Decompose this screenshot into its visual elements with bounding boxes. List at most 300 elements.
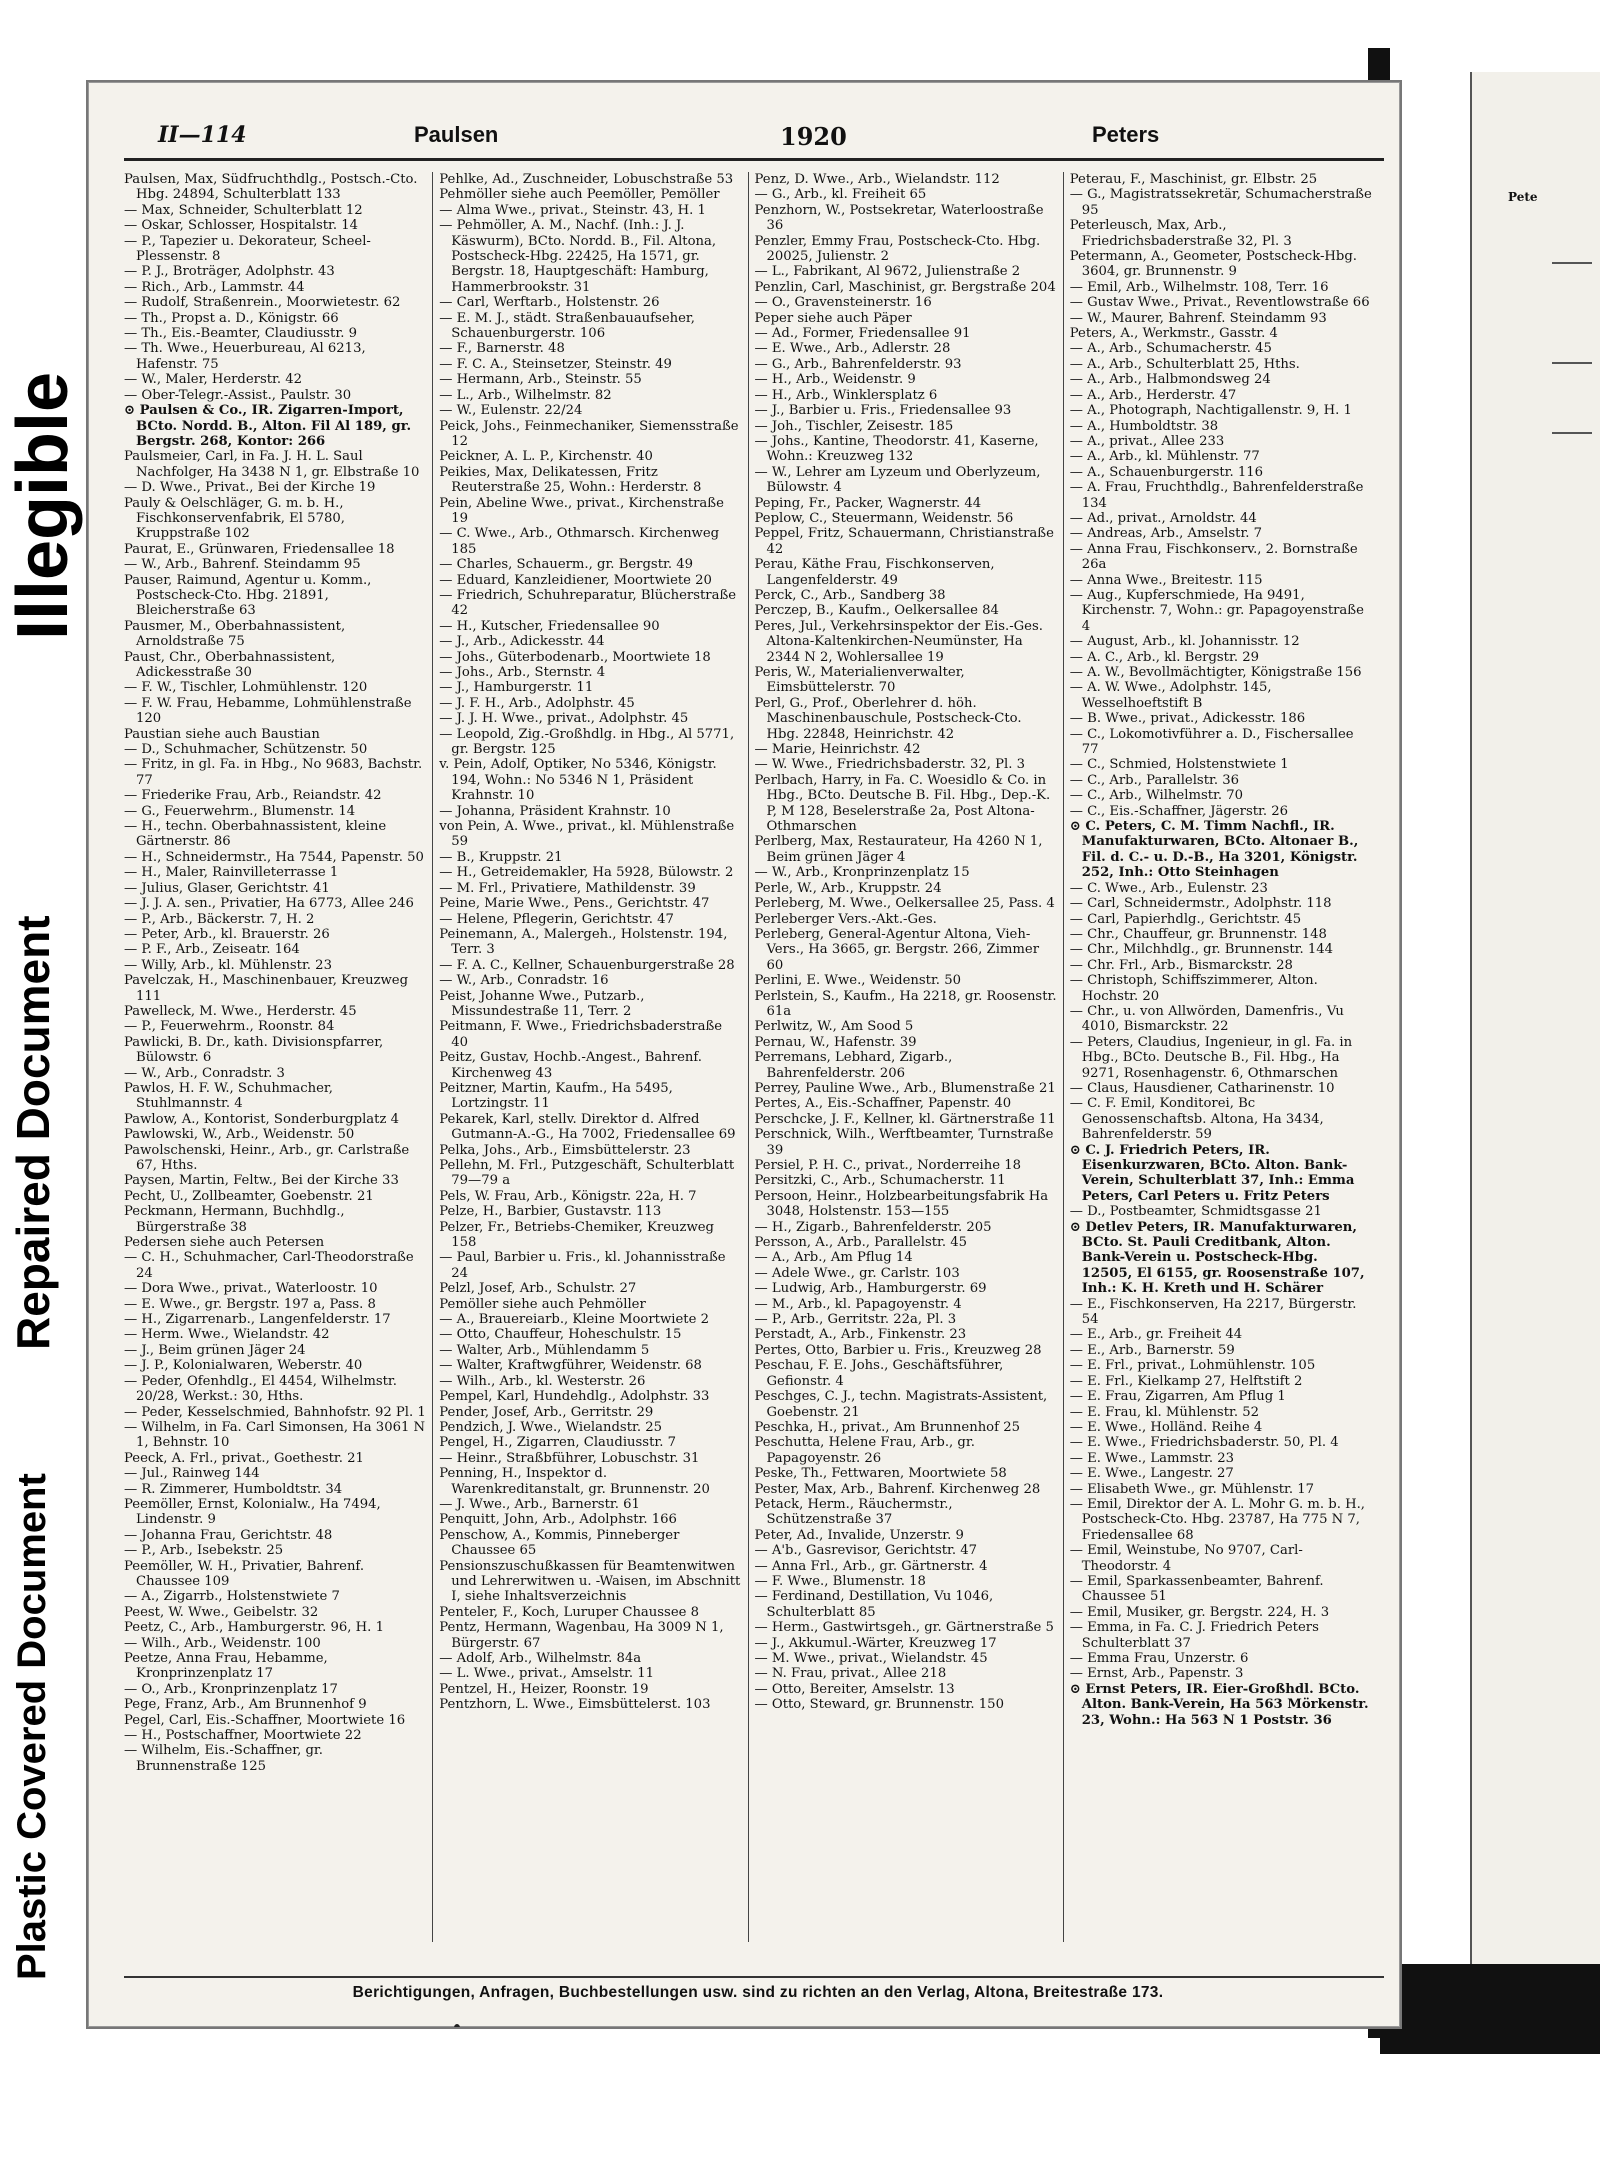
directory-entry: Peschau, F. E. Johs., Geschäftsführer, Gefionstr. 4 xyxy=(754,1358,1004,1389)
directory-entry: Peemöller, W. H., Privatier, Bahrenf. Chaussee 109 xyxy=(124,1558,365,1589)
directory-entry: — A., Arb., Am Pflug 14 xyxy=(754,1250,913,1266)
directory-entry: Pentz, Hermann, Wagenbau, Ha 3009 N 1, Bürgerstr. 67 xyxy=(439,1620,724,1651)
directory-entry: Perl, G., Prof., Oberlehrer d. höh. Maschinenbauschule, Postscheck-Cto. Hbg. 22848, Heinrichstr. 42 xyxy=(754,695,1022,742)
directory-entry: — G., Arb., Bahrenfelderstr. 93 xyxy=(754,356,962,372)
directory-entry: v. Pein, Adolf, Optiker, No 5346, Königstr. 194, Wohn.: No 5346 N 1, Präsident Krahnstr. 10 xyxy=(439,757,717,804)
directory-entry: Perrey, Pauline Wwe., Arb., Blumenstraße 21 xyxy=(754,1080,1056,1096)
directory-entry: — J. Wwe., Arb., Barnerstr. 61 xyxy=(439,1496,640,1512)
directory-entry: — Th., Eis.-Beamter, Claudiusstr. 9 xyxy=(124,326,357,342)
directory-entry: — August, Arb., kl. Johannisstr. 12 xyxy=(1069,634,1300,650)
directory-entry: — P., Tapezier u. Dekorateur, Scheel-Plessenstr. 8 xyxy=(124,233,371,265)
directory-entry: — E. Wwe., Lammstr. 23 xyxy=(1069,1450,1235,1466)
directory-entry: — F. W., Tischler, Lohmühlenstr. 120 xyxy=(124,680,368,696)
scanner-corner-shadow xyxy=(1380,1964,1600,2054)
directory-entry: — P., Arb., Bäckerstr. 7, H. 2 xyxy=(124,911,315,927)
directory-entry: — O., Arb., Kronprinzenplatz 17 xyxy=(124,1681,338,1697)
directory-entry: Peres, Jul., Verkehrsinspektor der Eis.-Ges. Altona-Kaltenkirchen-Neumünster, Ha 2344 N 2, Wohlersallee 19 xyxy=(754,618,1043,665)
directory-entry: — A., Schauenburgerstr. 116 xyxy=(1069,464,1264,480)
directory-entry: — Rich., Arb., Lammstr. 44 xyxy=(124,279,305,295)
directory-entry: — Otto, Bereiter, Amselstr. 13 xyxy=(754,1681,955,1697)
directory-entry: Petack, Herm., Räuchermstr., Schützenstraße 37 xyxy=(754,1496,953,1528)
directory-entry: Pehmöller siehe auch Peemöller, Pemöller xyxy=(439,187,720,203)
directory-entry: — Anna Frl., Arb., gr. Gärtnerstr. 4 xyxy=(754,1558,988,1574)
directory-entry: — Fritz, in gl. Fa. in Hbg., No 9683, Bachstr. 77 xyxy=(124,757,423,788)
directory-entry: — L., Arb., Wilhelmstr. 82 xyxy=(439,387,612,403)
directory-entry: — Johs., Kantine, Theodorstr. 41, Kaserne, Wohn.: Kreuzweg 132 xyxy=(754,433,1039,465)
directory-entry: Pedersen siehe auch Petersen xyxy=(124,1235,325,1251)
next-page-line xyxy=(1552,262,1592,264)
directory-entry: Perstadt, A., Arb., Finkenstr. 23 xyxy=(754,1327,967,1343)
directory-entry: — A., Brauereiarb., Kleine Moortwiete 2 xyxy=(439,1312,709,1328)
directory-entry: Pernau, W., Hafenstr. 39 xyxy=(754,1034,917,1050)
directory-entry: Pauser, Raimund, Agentur u. Komm., Postscheck-Cto. Hbg. 21891, Bleicherstraße 63 xyxy=(124,572,372,619)
directory-entry: — Christoph, Schiffszimmerer, Alton. Hochstr. 20 xyxy=(1069,973,1318,1004)
directory-entry: Pawlowski, W., Arb., Weidenstr. 50 xyxy=(124,1127,355,1143)
directory-entry: — H., Kutscher, Friedensallee 90 xyxy=(439,618,660,634)
directory-entry: Peickner, A. L. P., Kirchenstr. 40 xyxy=(439,449,653,465)
directory-entry: — J., Barbier u. Fris., Friedensallee 93 xyxy=(754,403,1012,419)
directory-entry: — Emil, Sparkassenbeamter, Bahrenf. Chaussee 51 xyxy=(1069,1573,1324,1605)
directory-columns xyxy=(118,172,1378,1942)
directory-entry: Peter, Ad., Invalide, Unzerstr. 9 xyxy=(754,1527,964,1543)
directory-entry: — G., Feuerwehrm., Blumenstr. 14 xyxy=(124,803,356,819)
directory-entry: — L. Wwe., privat., Amselstr. 11 xyxy=(439,1666,655,1682)
directory-entry: Pecht, U., Zollbeamter, Goebenstr. 21 xyxy=(124,1188,374,1204)
directory-entry: Peschka, H., privat., Am Brunnenhof 25 xyxy=(754,1419,1020,1435)
directory-entry: Peterleusch, Max, Arb., Friedrichsbaderstraße 32, Pl. 3 xyxy=(1069,218,1292,249)
directory-entry: Penschow, A., Kommis, Pinneberger Chaussee 65 xyxy=(439,1527,680,1559)
directory-entry: — Ernst, Arb., Papenstr. 3 xyxy=(1069,1666,1244,1682)
directory-entry: — W., Maler, Herderstr. 42 xyxy=(124,372,303,388)
directory-entry: — J. F. H., Arb., Adolphstr. 45 xyxy=(439,695,635,711)
directory-entry: — G., Magistratssekretär, Schumacherstraße 95 xyxy=(1069,187,1372,218)
directory-entry: — E. Frau, kl. Mühlenstr. 52 xyxy=(1069,1404,1260,1420)
directory-entry: Pendzich, J. Wwe., Wielandstr. 25 xyxy=(439,1419,663,1435)
header-left-name: Paulsen xyxy=(414,122,499,147)
directory-entry: — E. Frau, Zigarren, Am Pflug 1 xyxy=(1069,1389,1286,1405)
directory-entry: — Elisabeth Wwe., gr. Mühlenstr. 17 xyxy=(1069,1481,1315,1497)
directory-entry: Pentzhorn, L. Wwe., Eimsbüttelerst. 103 xyxy=(439,1697,711,1713)
directory-entry: ⊙ Ernst Peters, IR. Eier-Großhdl. BCto. Alton. Bank-Verein, Ha 563 Mörkenstr. 23, Wohn.: Ha 563 N 1 Poststr. 36 xyxy=(1069,1681,1369,1728)
directory-entry: — Emil, Arb., Wilhelmstr. 108, Terr. 16 xyxy=(1069,279,1329,295)
directory-entry: — A., privat., Allee 233 xyxy=(1069,433,1225,449)
directory-entry: — Th. Wwe., Heuerbureau, Al 6213, Hafenstr. 75 xyxy=(124,341,366,372)
directory-entry: Peschges, C. J., techn. Magistrats-Assistent, Goebenstr. 21 xyxy=(754,1389,1048,1420)
directory-entry: — D., Schuhmacher, Schützenstr. 50 xyxy=(124,742,368,758)
directory-entry: — Adele Wwe., gr. Carlstr. 103 xyxy=(754,1265,960,1281)
directory-entry: Perremans, Lebhard, Zigarb., Bahrenfelderstr. 206 xyxy=(754,1050,953,1081)
directory-entry: — N. Frau, privat., Allee 218 xyxy=(754,1666,947,1682)
directory-entry: — H., Zigarb., Bahrenfelderstr. 205 xyxy=(754,1219,992,1235)
directory-entry: — H., techn. Oberbahnassistent, kleine Gärtnerstr. 86 xyxy=(124,819,387,850)
directory-entry: — Wilh., Arb., kl. Westerstr. 26 xyxy=(439,1373,646,1389)
directory-entry: — E. Wwe., Langestr. 27 xyxy=(1069,1466,1234,1482)
directory-entry: — W., Arb., Bahrenf. Steindamm 95 xyxy=(124,557,361,573)
directory-entry: Perlberg, Max, Restaurateur, Ha 4260 N 1, Beim grünen Jäger 4 xyxy=(754,834,1043,865)
directory-entry: — A. Frau, Fruchthdlg., Bahrenfelderstraße 134 xyxy=(1069,480,1364,511)
directory-entry: Persiel, P. H. C., privat., Norderreihe 18 xyxy=(754,1158,1022,1173)
directory-entry: — J. P., Kolonialwaren, Weberstr. 40 xyxy=(124,1358,363,1374)
directory-entry: — Willy, Arb., kl. Mühlenstr. 23 xyxy=(124,957,332,973)
directory-entry: Peitz, Gustav, Hochb.-Angest., Bahrenf. Kirchenweg 43 xyxy=(439,1050,702,1081)
directory-entry: Perschcke, J. F., Kellner, kl. Gärtnerstraße 11 xyxy=(754,1111,1056,1127)
directory-entry: — Emil, Musiker, gr. Bergstr. 224, H. 3 xyxy=(1069,1604,1330,1620)
directory-entry: — Johs., Güterbodenarb., Moortwiete 18 xyxy=(439,649,711,665)
directory-entry: — Chr., Milchhdlg., gr. Brunnenstr. 144 xyxy=(1069,942,1334,958)
directory-entry: — E. Wwe., Arb., Adlerstr. 28 xyxy=(754,341,951,357)
directory-entry: — C., Lokomotivführer a. D., Fischersallee 77 xyxy=(1069,726,1354,758)
directory-entry: — H., Maler, Rainvilleterrasse 1 xyxy=(124,865,339,881)
header-rule xyxy=(124,158,1384,161)
directory-entry: Pelka, Johs., Arb., Eimsbüttelerstr. 23 xyxy=(439,1142,691,1158)
directory-entry: — F. W. Frau, Hebamme, Lohmühlenstraße 120 xyxy=(124,695,412,727)
directory-entry: Penteler, F., Koch, Luruper Chaussee 8 xyxy=(439,1604,700,1620)
directory-entry: — P. J., Broträger, Adolphstr. 43 xyxy=(124,264,335,280)
directory-entry: Petermann, A., Geometer, Postscheck-Hbg. 3604, gr. Brunnenstr. 9 xyxy=(1069,249,1357,280)
directory-entry: Pekarek, Karl, stellv. Direktor d. Alfred Gutmann-A.-G., Ha 7002, Friedensallee 69 xyxy=(439,1111,736,1143)
directory-entry: — Charles, Schauerm., gr. Bergstr. 49 xyxy=(439,557,694,573)
directory-entry: Pawolschenski, Heinr., Arb., gr. Carlstraße 67, Hths. xyxy=(124,1142,410,1173)
next-page-peek-text: Pete xyxy=(1508,190,1538,204)
directory-entry: — Oskar, Schlosser, Hospitalstr. 14 xyxy=(124,218,359,234)
directory-entry: Peitzner, Martin, Kaufm., Ha 5495, Lortzingstr. 11 xyxy=(439,1080,673,1112)
directory-entry: Peske, Th., Fettwaren, Moortwiete 58 xyxy=(754,1466,1007,1482)
directory-entry: — A., Arb., Schulterblatt 25, Hths. xyxy=(1069,356,1300,372)
directory-entry: — C., Arb., Wilhelmstr. 70 xyxy=(1069,788,1244,804)
directory-entry: — M., Arb., kl. Papagoyenstr. 4 xyxy=(754,1296,962,1312)
directory-entry: — Joh., Tischler, Zeisestr. 185 xyxy=(754,418,954,434)
directory-entry: — P., Feuerwehrm., Roonstr. 84 xyxy=(124,1019,335,1035)
directory-entry: Pein, Abeline Wwe., privat., Kirchenstraße 19 xyxy=(439,495,724,526)
directory-entry: Peplow, C., Steuermann, Weidenstr. 56 xyxy=(754,510,1014,526)
directory-entry: — Wilhelm, in Fa. Carl Simonsen, Ha 3061 N 1, Behnstr. 10 xyxy=(124,1419,426,1451)
directory-entry: — Ferdinand, Destillation, Vu 1046, Schulterblatt 85 xyxy=(754,1589,994,1620)
directory-entry: — W., Eulenstr. 22/24 xyxy=(439,403,583,419)
directory-entry: — Dora Wwe., privat., Waterloostr. 10 xyxy=(124,1281,378,1297)
directory-entry: — Walter, Kraftwgführer, Weidenstr. 68 xyxy=(439,1358,702,1374)
directory-column-2 xyxy=(433,172,748,1942)
directory-entry: — Chr., u. von Allwörden, Damenfris., Vu 4010, Bismarckstr. 22 xyxy=(1069,1003,1344,1035)
directory-entry: — Walter, Arb., Mühlendamm 5 xyxy=(439,1342,650,1358)
directory-entry: — Wilhelm, Eis.-Schaffner, gr. Brunnenstraße 125 xyxy=(124,1743,323,1774)
directory-entry: Penzhorn, W., Postsekretar, Waterloostraße 36 xyxy=(754,202,1044,234)
directory-entry: — Johanna, Präsident Krahnstr. 10 xyxy=(439,803,671,819)
directory-entry: — Chr., Chauffeur, gr. Brunnenstr. 148 xyxy=(1069,926,1327,942)
directory-entry: Peitmann, F. Wwe., Friedrichsbaderstraße 40 xyxy=(439,1019,723,1050)
directory-entry: Paust, Chr., Oberbahnassistent, Adickesstraße 30 xyxy=(124,649,336,680)
directory-entry: — Ad., Former, Friedensallee 91 xyxy=(754,326,971,342)
header-year: 1920 xyxy=(780,122,847,151)
directory-entry: Pawlicki, B. Dr., kath. Divisionspfarrer, Bülowstr. 6 xyxy=(124,1034,384,1066)
directory-entry: Pengel, H., Zigarren, Claudiusstr. 7 xyxy=(439,1435,677,1451)
directory-entry: — A., Zigarrb., Holstenstwiete 7 xyxy=(124,1589,340,1605)
directory-entry: — Anna Wwe., Breitestr. 115 xyxy=(1069,572,1263,588)
directory-entry: Pensionszuschußkassen für Beamtenwitwen und Lehrerwitwen u. -Waisen, im Abschnitt I, siehe Inhaltsverzeichnis xyxy=(439,1558,741,1605)
directory-entry: Perlini, E. Wwe., Weidenstr. 50 xyxy=(754,973,961,989)
directory-entry: — Gustav Wwe., Privat., Reventlowstraße 66 xyxy=(1069,295,1370,311)
directory-entry: — A., Arb., Halbmondsweg 24 xyxy=(1069,372,1271,388)
directory-entry: — Peder, Kesselschmied, Bahnhofstr. 92 Pl. 1 xyxy=(124,1404,426,1420)
directory-entry: — E. M. J., städt. Straßenbauaufseher, Schauenburgerstr. 106 xyxy=(439,310,695,342)
directory-entry: — C., Eis.-Schaffner, Jägerstr. 26 xyxy=(1069,803,1289,819)
directory-entry: Persitzki, C., Arb., Schumacherstr. 11 xyxy=(754,1173,1006,1189)
directory-entry: — W., Arb., Conradstr. 16 xyxy=(439,973,609,989)
directory-entry: Pawlos, H. F. W., Schuhmacher, Stuhlmannstr. 4 xyxy=(124,1080,333,1112)
directory-entry: Pelzer, Fr., Betriebs-Chemiker, Kreuzweg 158 xyxy=(439,1219,714,1251)
directory-page xyxy=(86,80,1402,2029)
directory-entry: Pehlke, Ad., Zuschneider, Lobuschstraße 53 xyxy=(439,172,734,187)
directory-entry: — Wilh., Arb., Weidenstr. 100 xyxy=(124,1635,321,1651)
directory-entry: Peschutta, Helene Frau, Arb., gr. Papagoyenstr. 26 xyxy=(754,1435,975,1466)
directory-entry: — R. Zimmerer, Humboldtstr. 34 xyxy=(124,1481,343,1497)
directory-entry: — F. C. A., Steinsetzer, Steinstr. 49 xyxy=(439,356,672,372)
directory-entry: — E. Wwe., gr. Bergstr. 197 a, Pass. 8 xyxy=(124,1296,376,1312)
directory-entry: — C., Schmied, Holstenstwiete 1 xyxy=(1069,757,1289,773)
directory-entry: — M. Frl., Privatiere, Mathildenstr. 39 xyxy=(439,880,696,896)
directory-entry: — Ober-Telegr.-Assist., Paulstr. 30 xyxy=(124,387,352,403)
directory-entry: ⊙ Paulsen & Co., IR. Zigarren-Import, BCto. Nordd. B., Alton. Fil Al 189, gr. Bergstr. 268, Kontor: 266 xyxy=(124,403,412,449)
directory-entry: Pester, Max, Arb., Bahrenf. Kirchenweg 28 xyxy=(754,1481,1041,1497)
directory-entry: — H., Arb., Weidenstr. 9 xyxy=(754,372,916,388)
directory-entry: Pawlow, A., Kontorist, Sonderburgplatz 4 xyxy=(124,1111,399,1127)
directory-entry: — Claus, Hausdiener, Catharinenstr. 10 xyxy=(1069,1080,1335,1096)
directory-entry: Perczep, B., Kaufm., Oelkersallee 84 xyxy=(754,603,999,619)
directory-entry: Perle, W., Arb., Kruppstr. 24 xyxy=(754,880,942,896)
directory-entry: ⊙ C. Peters, C. M. Timm Nachfl., IR. Manufakturwaren, BCto. Altonaer B., Fil. d. C.- u. D.-B., Ha 3201, Königstr. 252, Inh.: Otto Steinhagen xyxy=(1069,819,1359,881)
directory-entry: — Carl, Werftarb., Holstenstr. 26 xyxy=(439,295,660,311)
directory-entry: — P., Arb., Isebekstr. 25 xyxy=(124,1543,284,1559)
directory-entry: — D. Wwe., Privat., Bei der Kirche 19 xyxy=(124,480,376,496)
directory-entry: Pawelleck, M. Wwe., Herderstr. 45 xyxy=(124,1003,357,1019)
directory-entry: Penning, H., Inspektor d. Warenkreditanstalt, gr. Brunnenstr. 20 xyxy=(439,1466,710,1497)
directory-entry: Paurat, E., Grünwaren, Friedensallee 18 xyxy=(124,541,395,557)
directory-entry: — Julius, Glaser, Gerichtstr. 41 xyxy=(124,880,330,896)
directory-entry: Penzler, Emmy Frau, Postscheck-Cto. Hbg. 20025, Julienstr. 2 xyxy=(754,233,1041,265)
directory-entry: — Anna Frau, Fischkonserv., 2. Bornstraße 26a xyxy=(1069,541,1358,573)
directory-entry: — Friedrich, Schuhreparatur, Blücherstraße 42 xyxy=(439,587,737,619)
directory-entry: Pels, W. Frau, Arb., Königstr. 22a, H. 7 xyxy=(439,1188,697,1204)
directory-entry: — A'b., Gasrevisor, Gerichtstr. 47 xyxy=(754,1543,978,1559)
directory-entry: — B., Kruppstr. 21 xyxy=(439,849,563,865)
directory-entry: Pempel, Karl, Hundehdlg., Adolphstr. 33 xyxy=(439,1389,710,1405)
directory-entry: — Carl, Schneidermstr., Adolphstr. 118 xyxy=(1069,896,1332,912)
directory-entry: — E., Arb., Barnerstr. 59 xyxy=(1069,1342,1235,1358)
directory-entry: — P., Arb., Gerritstr. 22a, Pl. 3 xyxy=(754,1312,957,1328)
directory-entry: Pelzl, Josef, Arb., Schulstr. 27 xyxy=(439,1281,637,1297)
directory-entry: — A., Arb., Schumacherstr. 45 xyxy=(1069,341,1272,357)
directory-entry: Peine, Marie Wwe., Pens., Gerichtstr. 47 xyxy=(439,896,710,912)
next-page-line xyxy=(1552,362,1592,364)
directory-entry: — J., Akkumul.-Wärter, Kreuzweg 17 xyxy=(754,1635,997,1651)
directory-entry: Persson, A., Arb., Parallelstr. 45 xyxy=(754,1235,968,1251)
directory-entry: — Adolf, Arb., Wilhelmstr. 84a xyxy=(439,1651,642,1666)
publisher-footer-note: Berichtigungen, Anfragen, Buchbestellungen usw. sind zu richten an den Verlag, Altona, Breitestraße 173. xyxy=(352,1984,1164,2001)
directory-entry: — L., Fabrikant, Al 9672, Julienstraße 2 xyxy=(754,264,1021,280)
directory-entry: ⊙ Detlev Peters, IR. Manufakturwaren, BCto. St. Pauli Creditbank, Alton. Bank-Verein u. Postscheck-Hbg. 12505, El 6155, gr. Roosenstraße 107, Inh.: K. H. Kreth und H. Schärer xyxy=(1069,1219,1365,1297)
directory-entry: — D., Postbeamter, Schmidtsgasse 21 xyxy=(1069,1204,1322,1220)
directory-entry: — Emil, Direktor der A. L. Mohr G. m. b. H., Postscheck-Cto. Hbg. 23787, Ha 775 N 7, Friedensallee 68 xyxy=(1069,1496,1365,1543)
directory-entry: Peper siehe auch Päper xyxy=(754,310,912,326)
repaired-document-label: Repaired Document xyxy=(7,915,59,1350)
directory-entry: — H., Schneidermstr., Ha 7544, Papenstr. 50 xyxy=(124,849,424,865)
directory-entry: — Emma, in Fa. C. J. Friedrich Peters Schulterblatt 37 xyxy=(1069,1620,1319,1651)
directory-entry: — Eduard, Kanzleidiener, Moortwiete 20 xyxy=(439,572,712,588)
directory-entry: Peemöller, Ernst, Kolonialw., Ha 7494, Lindenstr. 9 xyxy=(124,1496,381,1528)
directory-entry: — Leopold, Zig.-Großhdlg. in Hbg., Al 5771, gr. Bergstr. 125 xyxy=(439,726,735,758)
directory-entry: — F. Wwe., Blumenstr. 18 xyxy=(754,1573,926,1589)
directory-entry: Perleberg, M. Wwe., Oelkersallee 25, Pass. 4 xyxy=(754,896,1055,912)
directory-entry: Perck, C., Arb., Sandberg 38 xyxy=(754,587,946,603)
directory-entry: — C. Wwe., Arb., Othmarsch. Kirchenweg 185 xyxy=(439,526,720,557)
directory-entry: Pemöller siehe auch Pehmöller xyxy=(439,1296,646,1312)
directory-entry: — M. Wwe., privat., Wielandstr. 45 xyxy=(754,1651,988,1666)
directory-entry: von Pein, A. Wwe., privat., kl. Mühlenstraße 59 xyxy=(439,819,735,850)
directory-entry: — Aug., Kupferschmiede, Ha 9491, Kirchenstr. 7, Wohn.: gr. Papagoyenstraße 4 xyxy=(1069,587,1364,634)
page-number: II—114 xyxy=(158,122,247,148)
directory-entry: Perlstein, S., Kaufm., Ha 2218, gr. Roosenstr. 61a xyxy=(754,988,1057,1019)
directory-entry: Perleberg, General-Agentur Altona, Vieh-Vers., Ha 3665, gr. Bergstr. 266, Zimmer 60 xyxy=(754,926,1040,973)
directory-entry: — W., Maurer, Bahrenf. Steindamm 93 xyxy=(1069,310,1327,326)
directory-entry: — Otto, Steward, gr. Brunnenstr. 150 xyxy=(754,1697,1004,1713)
directory-entry: — A., Arb., Herderstr. 47 xyxy=(1069,387,1237,403)
directory-entry: — Max, Schneider, Schulterblatt 12 xyxy=(124,202,363,218)
directory-entry: — C. F. Emil, Konditorei, Bc Genossenschaftsb. Altona, Ha 3434, Bahrenfelderstr. 59 xyxy=(1069,1096,1324,1143)
directory-entry: — Chr. Frl., Arb., Bismarckstr. 28 xyxy=(1069,957,1293,973)
directory-entry: — E., Fischkonserven, Ha 2217, Bürgerstr. 54 xyxy=(1069,1296,1357,1328)
next-page-edge xyxy=(1470,72,1600,2052)
directory-entry: — E. Wwe., Holländ. Reihe 4 xyxy=(1069,1419,1263,1435)
directory-entry: Perlwitz, W., Am Sood 5 xyxy=(754,1019,914,1035)
directory-entry: — Paul, Barbier u. Fris., kl. Johannisstraße 24 xyxy=(439,1250,726,1281)
plastic-covered-document-label: Plastic Covered Document xyxy=(10,1473,54,1980)
directory-entry: — Rudolf, Straßenrein., Moorwietestr. 62 xyxy=(124,295,401,311)
directory-entry: — A. W. Wwe., Adolphstr. 145, Wesselhoeftstift B xyxy=(1069,680,1272,711)
page-header xyxy=(124,122,1274,156)
directory-entry: — Herm., Gastwirtsgeh., gr. Gärtnerstraße 5 xyxy=(754,1620,1054,1636)
directory-entry: Peters, A., Werkmstr., Gasstr. 4 xyxy=(1069,326,1278,342)
directory-entry: — A., Arb., kl. Mühlenstr. 77 xyxy=(1069,449,1260,465)
directory-entry: Penz, D. Wwe., Arb., Wielandstr. 112 xyxy=(754,172,1000,187)
directory-entry: Peeck, A. Frl., privat., Goethestr. 21 xyxy=(124,1450,364,1466)
directory-entry: Penquitt, John, Arb., Adolphstr. 166 xyxy=(439,1512,677,1528)
directory-entry: Peppel, Fritz, Schauermann, Christianstraße 42 xyxy=(754,526,1054,557)
directory-entry: Peetze, Anna Frau, Hebamme, Kronprinzenplatz 17 xyxy=(124,1651,328,1682)
directory-entry: — O., Gravensteinerstr. 16 xyxy=(754,295,932,311)
directory-entry: — Heinr., Straßbführer, Lobuschstr. 31 xyxy=(439,1450,700,1466)
directory-entry: Pelze, H., Barbier, Gustavstr. 113 xyxy=(439,1204,662,1220)
directory-entry: — Carl, Papierhdlg., Gerichtstr. 45 xyxy=(1069,911,1302,927)
directory-entry: — J., Beim grünen Jäger 24 xyxy=(124,1342,306,1358)
directory-entry: Pegel, Carl, Eis.-Schaffner, Moortwiete 16 xyxy=(124,1712,406,1728)
directory-entry: Paustian siehe auch Baustian xyxy=(124,726,320,742)
directory-entry: Paulsen, Max, Südfruchthdlg., Postsch.-Cto. Hbg. 24894, Schulterblatt 133 xyxy=(124,172,418,203)
directory-entry: — C., Arb., Parallelstr. 36 xyxy=(1069,772,1240,788)
directory-column-1 xyxy=(118,172,433,1942)
directory-column-3 xyxy=(749,172,1064,1942)
directory-entry: — H., Arb., Winklersplatz 6 xyxy=(754,387,938,403)
directory-entry: — Ad., privat., Arnoldstr. 44 xyxy=(1069,510,1257,526)
directory-entry: Penzlin, Carl, Maschinist, gr. Bergstraße 204 xyxy=(754,279,1056,295)
directory-entry: — H., Zigarrenarb., Langenfelderstr. 17 xyxy=(124,1312,391,1328)
directory-entry: — W., Lehrer am Lyzeum und Oberlyzeum, Bülowstr. 4 xyxy=(754,464,1041,496)
directory-entry: — A., Humboldtstr. 38 xyxy=(1069,418,1219,434)
directory-entry: — E. Frl., Kielkamp 27, Helftstift 2 xyxy=(1069,1373,1303,1389)
directory-column-4 xyxy=(1064,172,1378,1942)
directory-entry: Peping, Fr., Packer, Wagnerstr. 44 xyxy=(754,495,982,511)
directory-entry: — B. Wwe., privat., Adickesstr. 186 xyxy=(1069,711,1306,727)
directory-entry: — P. F., Arb., Zeiseatr. 164 xyxy=(124,942,300,958)
directory-entry: — Marie, Heinrichstr. 42 xyxy=(754,742,921,758)
directory-entry: — Peters, Claudius, Ingenieur, in gl. Fa. in Hbg., BCto. Deutsche B., Fil. Hbg., Ha 9271, Rosenhagenstr. 6, Othmarschen xyxy=(1069,1034,1353,1081)
directory-entry: — Ludwig, Arb., Hamburgerstr. 69 xyxy=(754,1281,987,1297)
directory-entry: — J., Arb., Adickesstr. 44 xyxy=(439,634,605,650)
header-right-name: Peters xyxy=(1092,122,1160,147)
directory-entry: — F., Barnerstr. 48 xyxy=(439,341,565,357)
directory-entry: Pege, Franz, Arb., Am Brunnenhof 9 xyxy=(124,1697,367,1713)
directory-entry: — Emil, Weinstube, No 9707, Carl-Theodorstr. 4 xyxy=(1069,1543,1303,1574)
directory-entry: Pellehn, M. Frl., Putzgeschäft, Schulterblatt 79—79 a xyxy=(439,1158,735,1189)
directory-entry: — E., Arb., gr. Freiheit 44 xyxy=(1069,1327,1243,1343)
directory-entry: — Peter, Arb., kl. Brauerstr. 26 xyxy=(124,926,330,942)
directory-entry: — Friederike Frau, Arb., Reiandstr. 42 xyxy=(124,788,382,804)
illegible-label: Illegible xyxy=(3,371,83,640)
directory-entry: — J. J. H. Wwe., privat., Adolphstr. 45 xyxy=(439,711,689,727)
directory-entry: — Jul., Rainweg 144 xyxy=(124,1466,260,1482)
directory-entry: Pausmer, M., Oberbahnassistent, Arnoldstraße 75 xyxy=(124,618,346,650)
directory-entry: ⊙ C. J. Friedrich Peters, IR. Eisenkurzwaren, BCto. Alton. Bank-Verein, Schulterblatt 37, Inh.: Emma Peters, Carl Peters u. Fritz Peters xyxy=(1069,1142,1355,1204)
directory-entry: Peckmann, Hermann, Buchhdlg., Bürgerstraße 38 xyxy=(124,1204,345,1235)
directory-entry: Peetz, C., Arb., Hamburgerstr. 96, H. 1 xyxy=(124,1620,384,1636)
directory-entry: — J. J. A. sen., Privatier, Ha 6773, Allee 246 xyxy=(124,896,414,912)
next-page-line xyxy=(1552,432,1592,434)
directory-entry: — G., Arb., kl. Freiheit 65 xyxy=(754,187,927,203)
directory-entry: Peikies, Max, Delikatessen, Fritz Reuterstraße 25, Wohn.: Herderstr. 8 xyxy=(439,464,702,496)
directory-entry: — Emma Frau, Unzerstr. 6 xyxy=(1069,1651,1249,1666)
directory-entry: — Alma Wwe., privat., Steinstr. 43, H. 1 xyxy=(439,202,706,218)
directory-entry: — Johanna Frau, Gerichtstr. 48 xyxy=(124,1527,333,1543)
directory-entry: — W. Wwe., Friedrichsbaderstr. 32, Pl. 3 xyxy=(754,757,1026,773)
directory-entry: Perau, Käthe Frau, Fischkonserven, Langenfelderstr. 49 xyxy=(754,557,995,588)
directory-entry: — J., Hamburgerstr. 11 xyxy=(439,680,594,696)
directory-entry: — Hermann, Arb., Steinstr. 55 xyxy=(439,372,642,388)
directory-entry: Peist, Johanne Wwe., Putzarb., Missundestraße 11, Terr. 2 xyxy=(439,988,645,1019)
directory-entry: — A. C., Arb., kl. Bergstr. 29 xyxy=(1069,649,1259,665)
directory-entry: — Peder, Ofenhdlg., El 4454, Wilhelmstr. 20/28, Werkst.: 30, Hths. xyxy=(124,1373,397,1405)
directory-entry: — E. Frl., privat., Lohmühlenstr. 105 xyxy=(1069,1358,1316,1374)
directory-entry: — Andreas, Arb., Amselstr. 7 xyxy=(1069,526,1263,542)
directory-entry: — H., Postschaffner, Moortwiete 22 xyxy=(124,1728,362,1744)
directory-entry: — C. H., Schuhmacher, Carl-Theodorstraße 24 xyxy=(124,1250,414,1281)
directory-entry: — Otto, Chauffeur, Hoheschulstr. 15 xyxy=(439,1327,682,1343)
directory-entry: — Helene, Pflegerin, Gerichtstr. 47 xyxy=(439,911,674,927)
directory-entry: — C. Wwe., Arb., Eulenstr. 23 xyxy=(1069,880,1268,896)
directory-entry: Peterau, F., Maschinist, gr. Elbstr. 25 xyxy=(1069,172,1318,187)
directory-entry: Peris, W., Materialienverwalter, Eimsbüttelerstr. 70 xyxy=(754,665,965,696)
directory-entry: Pertes, A., Eis.-Schaffner, Papenstr. 40 xyxy=(754,1096,1012,1112)
directory-entry: Peick, Johs., Feinmechaniker, Siemensstraße 12 xyxy=(439,418,739,449)
directory-entry: — Pehmöller, A. M., Nachf. (Inh.: J. J. Käswurm), BCto. Nordd. B., Fil. Altona, Postscheck-Hbg. 22425, Ha 1571, gr. Bergstr. 18, Hauptgeschäft: Hamburg, Hammerbrookstr. 31 xyxy=(439,218,717,295)
directory-entry: Perschnick, Wilh., Werftbeamter, Turnstraße 39 xyxy=(754,1127,1054,1158)
directory-entry: Perleberger Vers.-Akt.-Ges. xyxy=(754,911,937,927)
directory-entry: — W., Arb., Kronprinzenplatz 15 xyxy=(754,865,970,881)
directory-entry: — W., Arb., Conradstr. 3 xyxy=(124,1065,285,1081)
directory-entry: Pertes, Otto, Barbier u. Fris., Kreuzweg 28 xyxy=(754,1342,1042,1358)
directory-entry: — Johs., Arb., Sternstr. 4 xyxy=(439,665,606,680)
directory-entry: — A., Photograph, Nachtigallenstr. 9, H. 1 xyxy=(1069,403,1352,419)
directory-entry: Pauly & Oelschläger, G. m. b. H., Fischkonservenfabrik, El 5780, Kruppstraße 102 xyxy=(124,495,345,542)
directory-entry: Persoon, Heinr., Holzbearbeitungsfabrik Ha 3048, Holstenstr. 153—155 xyxy=(754,1188,1049,1220)
directory-entry: — A. W., Bevollmächtigter, Königstraße 156 xyxy=(1069,665,1362,680)
